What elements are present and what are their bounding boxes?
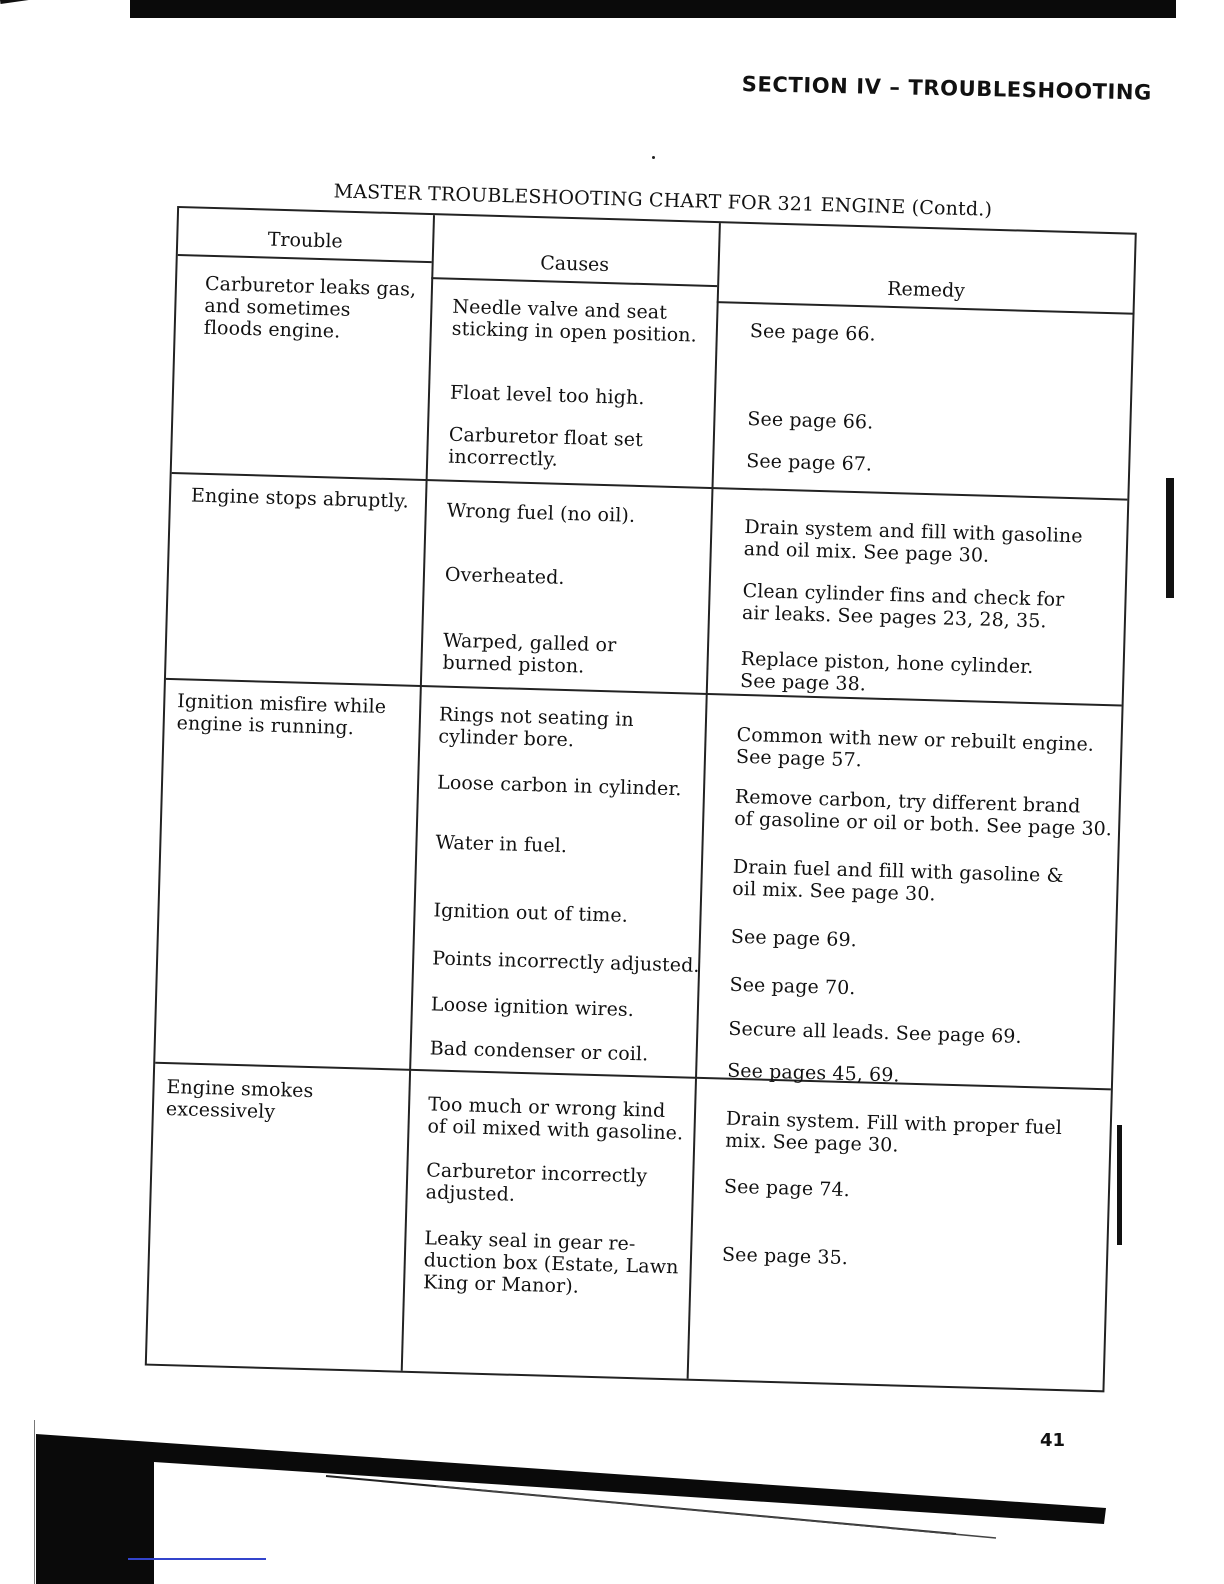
cause-cell: Float level too high. <box>449 381 645 410</box>
remedy-cell: See page 35. <box>721 1243 849 1270</box>
remedy-cell: See page 66. <box>747 407 874 434</box>
cause-cell: Too much or wrong kind of oil mixed with gasoline. <box>427 1093 684 1145</box>
trouble-cell: Carburetor leaks gas, and sometimes floods engine. <box>203 272 417 343</box>
remedy-cell: Drain system and fill with gasoline and oil mix. See page 30. <box>743 515 1083 567</box>
left-page-edge <box>34 1420 35 1584</box>
column-header-trouble: Trouble <box>267 228 343 253</box>
remedy-cell: Secure all leads. See page 69. <box>728 1017 1022 1048</box>
remedy-cell: See page 67. <box>745 449 873 476</box>
cause-cell: Loose ignition wires. <box>430 993 635 1022</box>
cause-cell: Loose carbon in cylinder. <box>436 771 682 801</box>
remedy-cell: See page 69. <box>730 925 858 952</box>
column-divider <box>687 223 721 1379</box>
header-divider <box>178 254 432 263</box>
header-divider <box>431 277 717 287</box>
cause-cell: Water in fuel. <box>435 831 568 858</box>
cause-cell: Ignition out of time. <box>433 899 629 927</box>
bottom-blue-line <box>128 1558 266 1560</box>
cause-cell: Warped, galled or burned piston. <box>442 629 617 678</box>
cause-cell: Carburetor incorrectly adjusted. <box>425 1159 648 1206</box>
chart-grid <box>145 206 1137 1392</box>
remedy-cell: Common with new or rebuilt engine. See page 57. <box>735 723 1095 772</box>
trouble-cell: Engine smokes excessively <box>165 1076 314 1124</box>
cause-cell: Leaky seal in gear re- duction box (Estate, Lawn King or Manor). <box>422 1227 679 1298</box>
remedy-cell: Replace piston, hone cylinder. See page 38. <box>739 647 1034 696</box>
remedy-cell: See pages 45, 69. <box>726 1059 900 1087</box>
cause-cell: Needle valve and seat sticking in open position. <box>451 295 698 347</box>
cause-cell: Carburetor float set incorrectly. <box>447 423 644 471</box>
trouble-cell: Engine stops abruptly. <box>190 484 410 513</box>
cause-cell: Points incorrectly adjusted. <box>431 947 700 977</box>
remedy-cell: Drain fuel and fill with gasoline & oil mix. See page 30. <box>732 855 1064 906</box>
cause-cell: Overheated. <box>444 563 565 589</box>
remedy-cell: See page 70. <box>729 973 856 1000</box>
bottom-scan-shadow <box>36 1434 1106 1584</box>
remedy-cell: Drain system. Fill with proper fuel mix. See page 30. <box>724 1107 1063 1157</box>
chart-title: MASTER TROUBLESHOOTING CHART FOR 321 ENGINE (Contd.) <box>333 180 993 221</box>
right-edge-mark <box>1166 478 1174 598</box>
trouble-cell: Ignition misfire while engine is running. <box>176 690 387 740</box>
remedy-cell: Clean cylinder fins and check for air leaks. See pages 23, 28, 35. <box>741 579 1065 633</box>
cause-cell: Bad condenser or coil. <box>429 1037 649 1066</box>
stray-dot <box>652 156 655 159</box>
page-number: 41 <box>1040 1430 1066 1451</box>
remedy-cell: See page 66. <box>749 320 877 346</box>
right-edge-mark-lower <box>1117 1125 1122 1245</box>
remedy-cell: Remove carbon, try different brand of gasoline or oil or both. See page 30. <box>733 785 1113 841</box>
column-header-causes: Causes <box>539 252 610 277</box>
troubleshooting-chart <box>144 176 1142 1420</box>
top-corner-mark <box>0 0 38 4</box>
top-scan-bar <box>130 0 1176 18</box>
section-header: SECTION IV – TROUBLESHOOTING <box>741 72 1153 105</box>
cause-cell: Wrong fuel (no oil). <box>446 499 636 527</box>
cause-cell: Rings not seating in cylinder bore. <box>438 703 635 752</box>
column-header-remedy: Remedy <box>886 277 966 303</box>
remedy-cell: See page 74. <box>723 1175 851 1202</box>
